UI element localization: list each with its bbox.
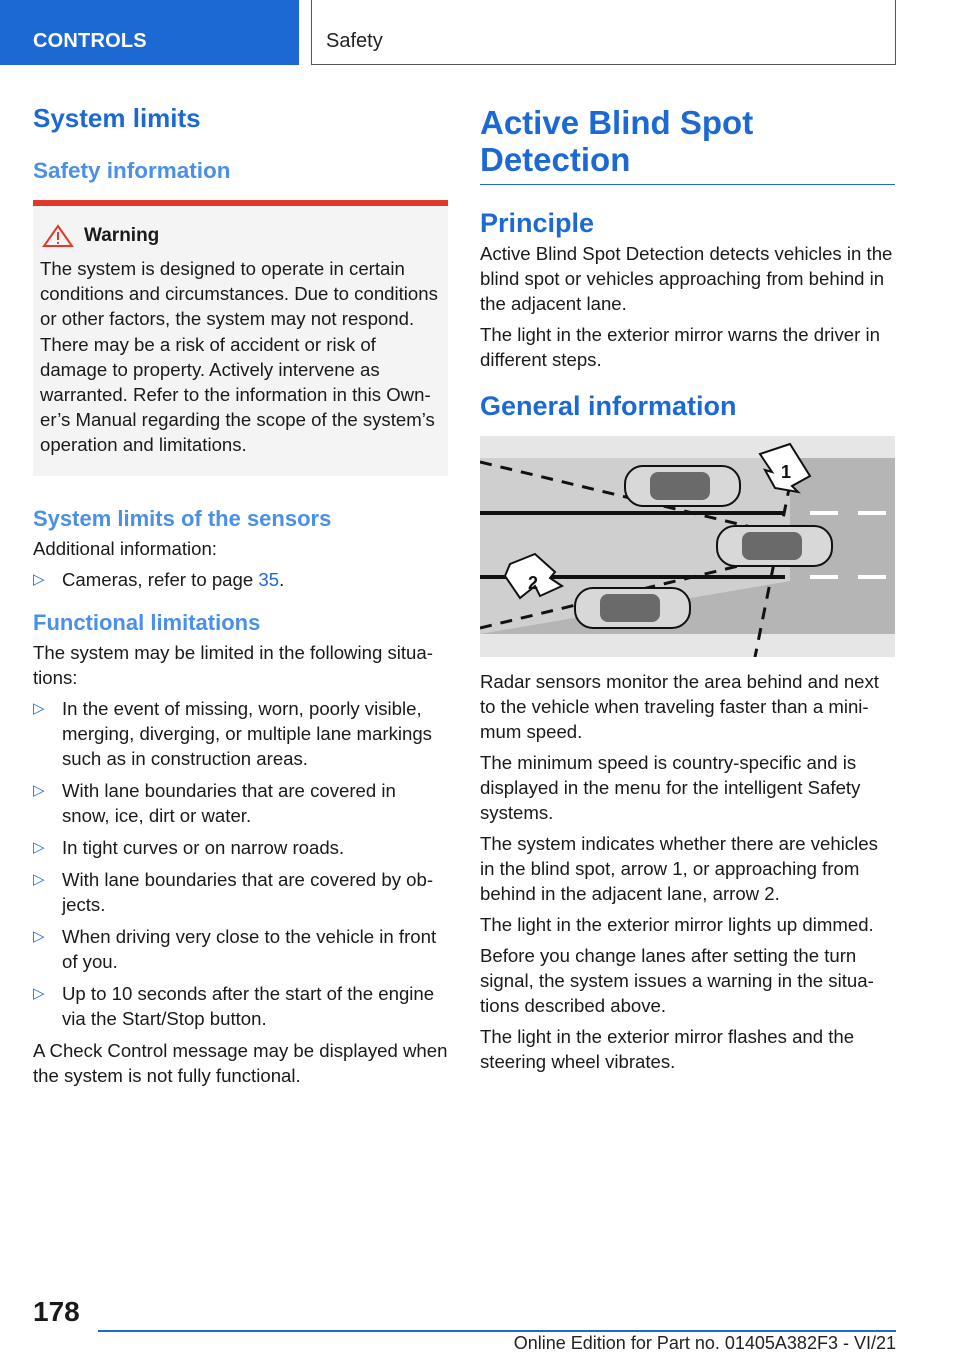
- warning-title: Warning: [84, 225, 160, 246]
- warning-triangle-icon: [40, 224, 76, 248]
- chapter-tab: Safety: [311, 0, 896, 65]
- warning-header: [40, 224, 441, 248]
- sensors-item-suffix: .: [279, 568, 285, 590]
- list-item: [33, 981, 448, 1031]
- functional-limitations-heading: Functional limitations: [33, 609, 261, 635]
- triangle-bullet-icon: ▷: [33, 699, 45, 717]
- list-item-text: In the event of missing, worn, poorly visible, merging, diverging, or multiple lane markings such as in construction areas.: [62, 697, 432, 769]
- closing-paragraph: A Check Control message may be displayed when the system is not fully functional.: [33, 1039, 448, 1086]
- principle-paragraph: The light in the exterior mirror warns the driver in different steps.: [480, 324, 880, 370]
- list-item: [33, 778, 448, 828]
- list-item: [33, 567, 448, 592]
- warning-text: The system is designed to operate in certain conditions and circumstances. Due to conditions or other factors, the system may not respond. There may be a risk of accident or risk of damage to property. Actively intervene as warranted. Refer to the information in this Owner’s Manual regarding the scope of the system’s operation and limitations.: [40, 258, 438, 456]
- functional-intro: The system may be limited in the following situations:: [33, 641, 433, 688]
- blind-spot-illustration: [480, 436, 895, 657]
- blind-spot-diagram: [480, 436, 895, 657]
- car-icon: [717, 526, 832, 566]
- list-item-text: With lane boundaries that are covered by objects.: [62, 868, 434, 915]
- warning-box: [33, 200, 448, 476]
- list-item-text: In tight curves or on narrow roads.: [62, 836, 345, 858]
- list-item: [33, 835, 448, 860]
- triangle-bullet-icon: ▷: [33, 781, 45, 799]
- left-column: [33, 98, 448, 1094]
- triangle-bullet-icon: ▷: [33, 870, 45, 888]
- footer-edition: Online Edition for Part no. 01405A382F3 - VI/21: [513, 1333, 896, 1353]
- general-paragraph: The minimum speed is country-specific and is displayed in the menu for the intelligent Safety systems.: [480, 752, 861, 823]
- sensors-intro: Additional information:: [33, 537, 217, 559]
- general-paragraph: The light in the exterior mirror flashes and the steering wheel vibrates.: [480, 1026, 855, 1072]
- car-icon: [575, 588, 690, 628]
- active-blind-spot-heading: Active Blind Spot Detection: [480, 104, 895, 185]
- triangle-bullet-icon: ▷: [33, 838, 45, 856]
- general-paragraph: Before you change lanes after setting the turn signal, the system issues a warning in the situations described above.: [480, 945, 874, 1016]
- safety-information-heading: Safety information: [33, 158, 231, 183]
- list-item-text: Up to 10 seconds after the start of the engine via the Start/Stop button.: [62, 982, 435, 1029]
- arrow-2-label: 2: [528, 573, 539, 593]
- list-item-text: With lane boundaries that are covered in snow, ice, dirt or water.: [62, 779, 396, 826]
- principle-heading: Principle: [480, 208, 595, 238]
- triangle-bullet-icon: ▷: [33, 984, 45, 1002]
- sensors-list: [33, 567, 448, 592]
- list-item: [33, 924, 448, 974]
- general-paragraph: The system indicates whether there are vehicles in the blind spot, arrow 1, or approaching from behind in the adjacent lane, arrow 2.: [480, 833, 878, 904]
- system-limits-heading: System limits: [33, 103, 201, 133]
- footer-divider: [98, 1330, 896, 1332]
- sensors-item-prefix: Cameras, refer to page: [62, 568, 259, 590]
- list-item: [33, 867, 448, 917]
- right-column: [480, 98, 895, 1080]
- section-tab: CONTROLS: [0, 0, 299, 65]
- principle-paragraph: Active Blind Spot Detection detects vehicles in the blind spot or vehicles approaching from behind in the adjacent lane.: [480, 243, 893, 314]
- sensors-limits-heading: System limits of the sensors: [33, 505, 332, 531]
- triangle-bullet-icon: ▷: [33, 570, 45, 588]
- general-paragraph: Radar sensors monitor the area behind and next to the vehicle when traveling faster than a minimum speed.: [480, 671, 879, 742]
- car-icon: [625, 466, 740, 506]
- page-link[interactable]: 35: [258, 568, 280, 590]
- page-number: 178: [33, 1296, 80, 1327]
- functional-list: [33, 696, 448, 1031]
- general-information-heading: General information: [480, 391, 737, 421]
- arrow-1-label: 1: [781, 462, 792, 482]
- general-paragraph: The light in the exterior mirror lights up dimmed.: [480, 914, 874, 935]
- list-item-text: When driving very close to the vehicle in front of you.: [62, 925, 437, 972]
- triangle-bullet-icon: ▷: [33, 927, 45, 945]
- list-item: [33, 696, 448, 771]
